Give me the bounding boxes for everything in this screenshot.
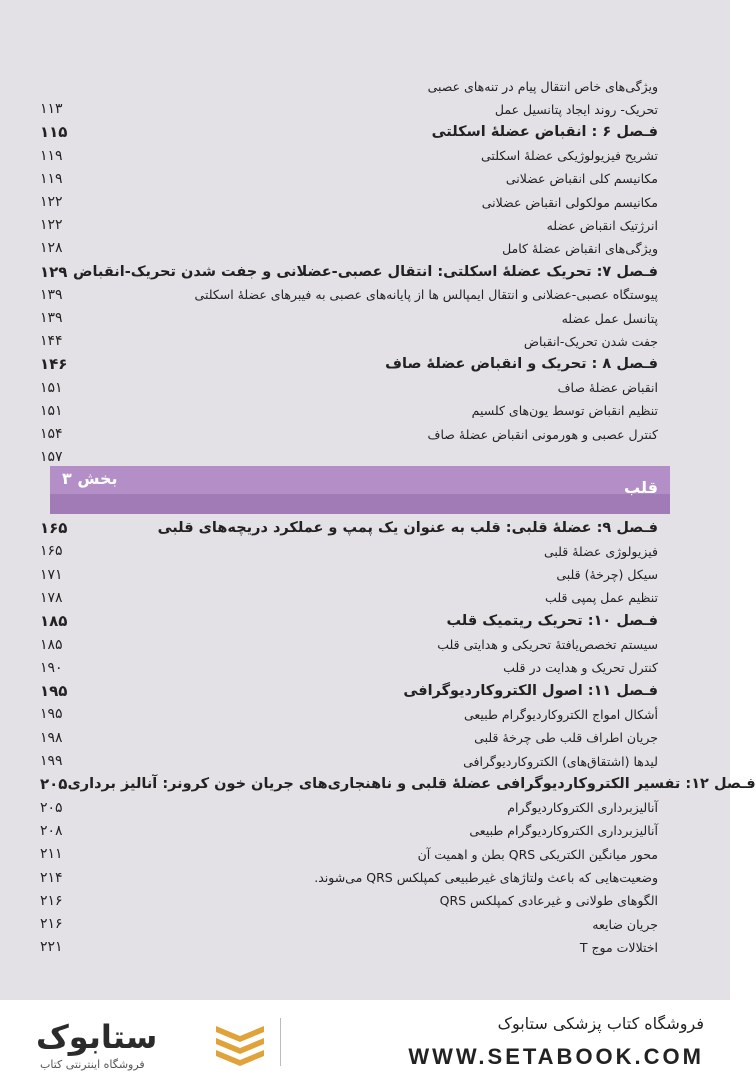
toc-entry-title: جفت شدن تحریک-انقباض bbox=[523, 333, 658, 349]
toc-page-number: ۱۶۵ bbox=[40, 519, 68, 537]
toc-page-number: ۱۴۶ bbox=[40, 355, 68, 374]
toc-page-number: ۱۱۹ bbox=[40, 147, 63, 164]
toc-entry-title: مکانیسم کلی انقباض عضلانی bbox=[505, 171, 658, 187]
toc-row bbox=[40, 796, 658, 820]
toc-chapter-title: فـصل ۱۱: اصول الکتروکاردیوگرافی bbox=[403, 683, 658, 700]
toc-entry-title: آنالیزبرداری الکتروکاردیوگرام bbox=[507, 800, 658, 816]
toc-entry-title: سیستم تخصص‌یافتهٔ تحریکی و هدایتی قلب bbox=[437, 637, 658, 652]
toc-row bbox=[40, 866, 658, 890]
toc-row bbox=[40, 935, 658, 959]
store-name: فروشگاه کتاب پزشکی ستابوک bbox=[497, 1014, 704, 1033]
toc-chapter-title: فـصل ۸ : تحریک و انقباض عضلهٔ صاف bbox=[385, 356, 658, 373]
toc-row bbox=[40, 772, 756, 796]
toc-page-number: ۱۲۲ bbox=[40, 194, 63, 210]
toc-chapter-title: فـصل ۶ : انقباض عضلهٔ اسکلتی bbox=[431, 124, 658, 141]
toc-entry-title: کنترل تحریک و هدایت در قلب bbox=[503, 660, 658, 676]
store-footer bbox=[0, 1000, 730, 1080]
toc-row bbox=[40, 74, 658, 98]
toc-chapter-title: فـصل ۹: عضلهٔ قلبی: قلب به عنوان یک پمپ و عملکرد دریچه‌های قلبی bbox=[157, 520, 658, 536]
toc-page-number: ۲۰۵ bbox=[40, 799, 63, 816]
toc-entry-title: أشکال امواج الکتروکاردیوگرام طبیعی bbox=[463, 706, 658, 722]
toc-row bbox=[40, 842, 658, 866]
toc-page-number: ۲۱۱ bbox=[40, 846, 63, 863]
toc-entry-title: الگوهای طولانی و غیرعادی کمپلکس QRS bbox=[439, 893, 658, 909]
toc-page-number: ۲۰۸ bbox=[40, 822, 63, 839]
toc-row bbox=[40, 702, 658, 726]
toc-page-number: ۱۹۰ bbox=[40, 659, 63, 676]
toc-page-number: ۱۸۵ bbox=[40, 612, 68, 631]
toc-page-number: ۱۵۱ bbox=[40, 379, 63, 396]
part-label: بخش ۳ bbox=[62, 469, 118, 488]
toc-row bbox=[40, 97, 658, 121]
toc-page-number: ۱۶۵ bbox=[40, 543, 63, 560]
toc-entry-title: انقباض عضلهٔ صاف bbox=[557, 380, 658, 396]
toc-entry-title: آنالیزبرداری الکتروکاردیوگرام طبیعی bbox=[469, 823, 658, 839]
store-logo-wordmark: ستابوک bbox=[36, 1018, 158, 1056]
toc-page-number: ۲۱۴ bbox=[40, 869, 63, 886]
toc-entry-title: پتانسل عمل عضله bbox=[561, 310, 658, 326]
toc-row bbox=[40, 329, 658, 353]
toc-page-number: ۱۲۹ bbox=[40, 262, 68, 281]
toc-page-number: ۲۰۵ bbox=[40, 775, 68, 794]
toc-row bbox=[40, 352, 658, 376]
toc-row bbox=[40, 422, 658, 446]
toc-row bbox=[40, 656, 658, 680]
part-title: قلب bbox=[624, 478, 658, 497]
toc-entry-title: جریان ضایعه bbox=[592, 916, 658, 932]
toc-page-number: ۱۱۳ bbox=[40, 101, 63, 118]
toc-page-number: ۱۵۴ bbox=[40, 426, 63, 442]
toc-entry-title: وضعیت‌هایی که باعث ولتاژهای غیرطبیعی کمپلکس QRS می‌شوند. bbox=[314, 870, 658, 885]
toc-page-number: ۱۲۸ bbox=[40, 240, 63, 257]
toc-page-number: ۱۸۵ bbox=[40, 636, 63, 653]
toc-row bbox=[40, 912, 658, 936]
toc-chapter-title: فـصل ۱۰: تحریک ریتمیک قلب bbox=[446, 613, 658, 630]
toc-row bbox=[40, 190, 658, 214]
toc-entry-title: تشریح فیزیولوژیکی عضلهٔ اسکلتی bbox=[481, 148, 658, 164]
toc-page-number: ۱۷۸ bbox=[40, 589, 63, 606]
toc-page-number: ۱۹۵ bbox=[40, 682, 68, 701]
toc-page-number: ۱۹۹ bbox=[40, 753, 63, 769]
toc-page-number: ۱۷۱ bbox=[40, 566, 63, 583]
toc-page-number: ۱۴۴ bbox=[40, 333, 63, 350]
toc-page-number: ۲۱۶ bbox=[40, 916, 63, 933]
toc-entry-title: اختلالات موج T bbox=[579, 939, 658, 955]
toc-row bbox=[40, 609, 658, 633]
toc-entry-title: فیزیولوژی عضلهٔ قلبی bbox=[543, 543, 658, 559]
toc-entry-title: تنظیم انقباض توسط یون‌های کلسیم bbox=[471, 403, 658, 419]
toc-page-number: ۲۲۱ bbox=[40, 939, 63, 956]
book-stack-logo-icon bbox=[210, 1016, 270, 1066]
toc-chapter-title: فـصل ۷: تحریک عضلهٔ اسکلتی: انتقال عصبی-عضلانی و جفت شدن تحریک-انقباض bbox=[72, 263, 658, 280]
toc-page-number: ۱۱۵ bbox=[40, 123, 68, 142]
store-logo-subtitle: فروشگاه اینترنتی کتاب bbox=[40, 1058, 145, 1071]
toc-entry-title: ویژگی‌های خاص انتقال پیام در تنه‌های عصبی bbox=[427, 78, 658, 94]
toc-page-number: ۱۹۵ bbox=[40, 706, 63, 723]
toc-page-number: ۱۲۲ bbox=[40, 217, 63, 234]
toc-row bbox=[40, 144, 658, 168]
toc-entry-title: انرژتیک انقباض عضله bbox=[546, 217, 658, 233]
toc-page-number: ۲۱۶ bbox=[40, 892, 63, 909]
toc-page-number: ۱۵۱ bbox=[40, 402, 63, 419]
toc-entry-title: ویژگی‌های انقباض عضلهٔ کامل bbox=[502, 240, 658, 256]
toc-entry-title: سیکل (چرخهٔ) قلبی bbox=[556, 567, 658, 583]
toc-page-number: ۱۱۹ bbox=[40, 170, 63, 187]
toc-row bbox=[40, 889, 658, 913]
toc-entry-title: جریان اطراف قلب طی چرخهٔ قلبی bbox=[474, 730, 658, 746]
toc-page-number: ۱۳۹ bbox=[40, 310, 63, 326]
toc-page-number: ۱۳۹ bbox=[40, 286, 63, 303]
toc-row bbox=[40, 399, 658, 423]
part-band bbox=[50, 466, 670, 494]
toc-row bbox=[40, 236, 658, 260]
toc-row bbox=[40, 516, 658, 540]
toc-page-number: ۱۹۸ bbox=[40, 729, 63, 746]
footer-divider bbox=[280, 1018, 281, 1066]
toc-entry-title: تحریک- روند ایجاد پتانسیل عمل bbox=[494, 101, 658, 117]
toc-row bbox=[40, 586, 658, 610]
toc-row bbox=[40, 283, 658, 307]
toc-entry-title: کنترل عصبی و هورمونی انقباض عضلهٔ صاف bbox=[427, 426, 658, 442]
toc-row bbox=[40, 120, 658, 144]
toc-entry-title: لیدها (اشتقاق‌های) الکتروکاردیوگرافی bbox=[463, 753, 658, 769]
toc-row bbox=[40, 260, 658, 284]
toc-row bbox=[40, 563, 658, 587]
toc-entry-title: تنظیم عمل پمپی قلب bbox=[545, 590, 658, 606]
store-url: WWW.SETABOOK.COM bbox=[408, 1044, 704, 1069]
toc-row bbox=[40, 306, 658, 330]
toc-entry-title: محور میانگین الکتریکی QRS بطن و اهمیت آن bbox=[417, 846, 658, 862]
toc-row bbox=[40, 819, 658, 843]
toc-row bbox=[40, 749, 658, 773]
toc-row bbox=[40, 539, 658, 563]
toc-row bbox=[40, 376, 658, 400]
toc-row bbox=[40, 633, 658, 657]
toc-chapter-title: فـصل ۱۲: تفسیر الکتروکاردیوگرافی عضلهٔ قلبی و ناهنجاری‌های جریان خون کرونر: آنالیز برداری bbox=[67, 776, 756, 793]
toc-row bbox=[40, 679, 658, 703]
toc-row bbox=[40, 213, 658, 237]
toc-entry-title: پیوستگاه عصبی-عضلانی و انتقال ایمپالس ها از پایانه‌های عصبی به فیبرهای عضلهٔ اسکلتی bbox=[194, 287, 658, 303]
toc-row bbox=[40, 726, 658, 750]
toc-row bbox=[40, 167, 658, 191]
toc-entry-title: مکانیسم مولکولی انقباض عضلانی bbox=[481, 194, 658, 210]
toc-page-number: ۱۵۷ bbox=[40, 449, 63, 466]
